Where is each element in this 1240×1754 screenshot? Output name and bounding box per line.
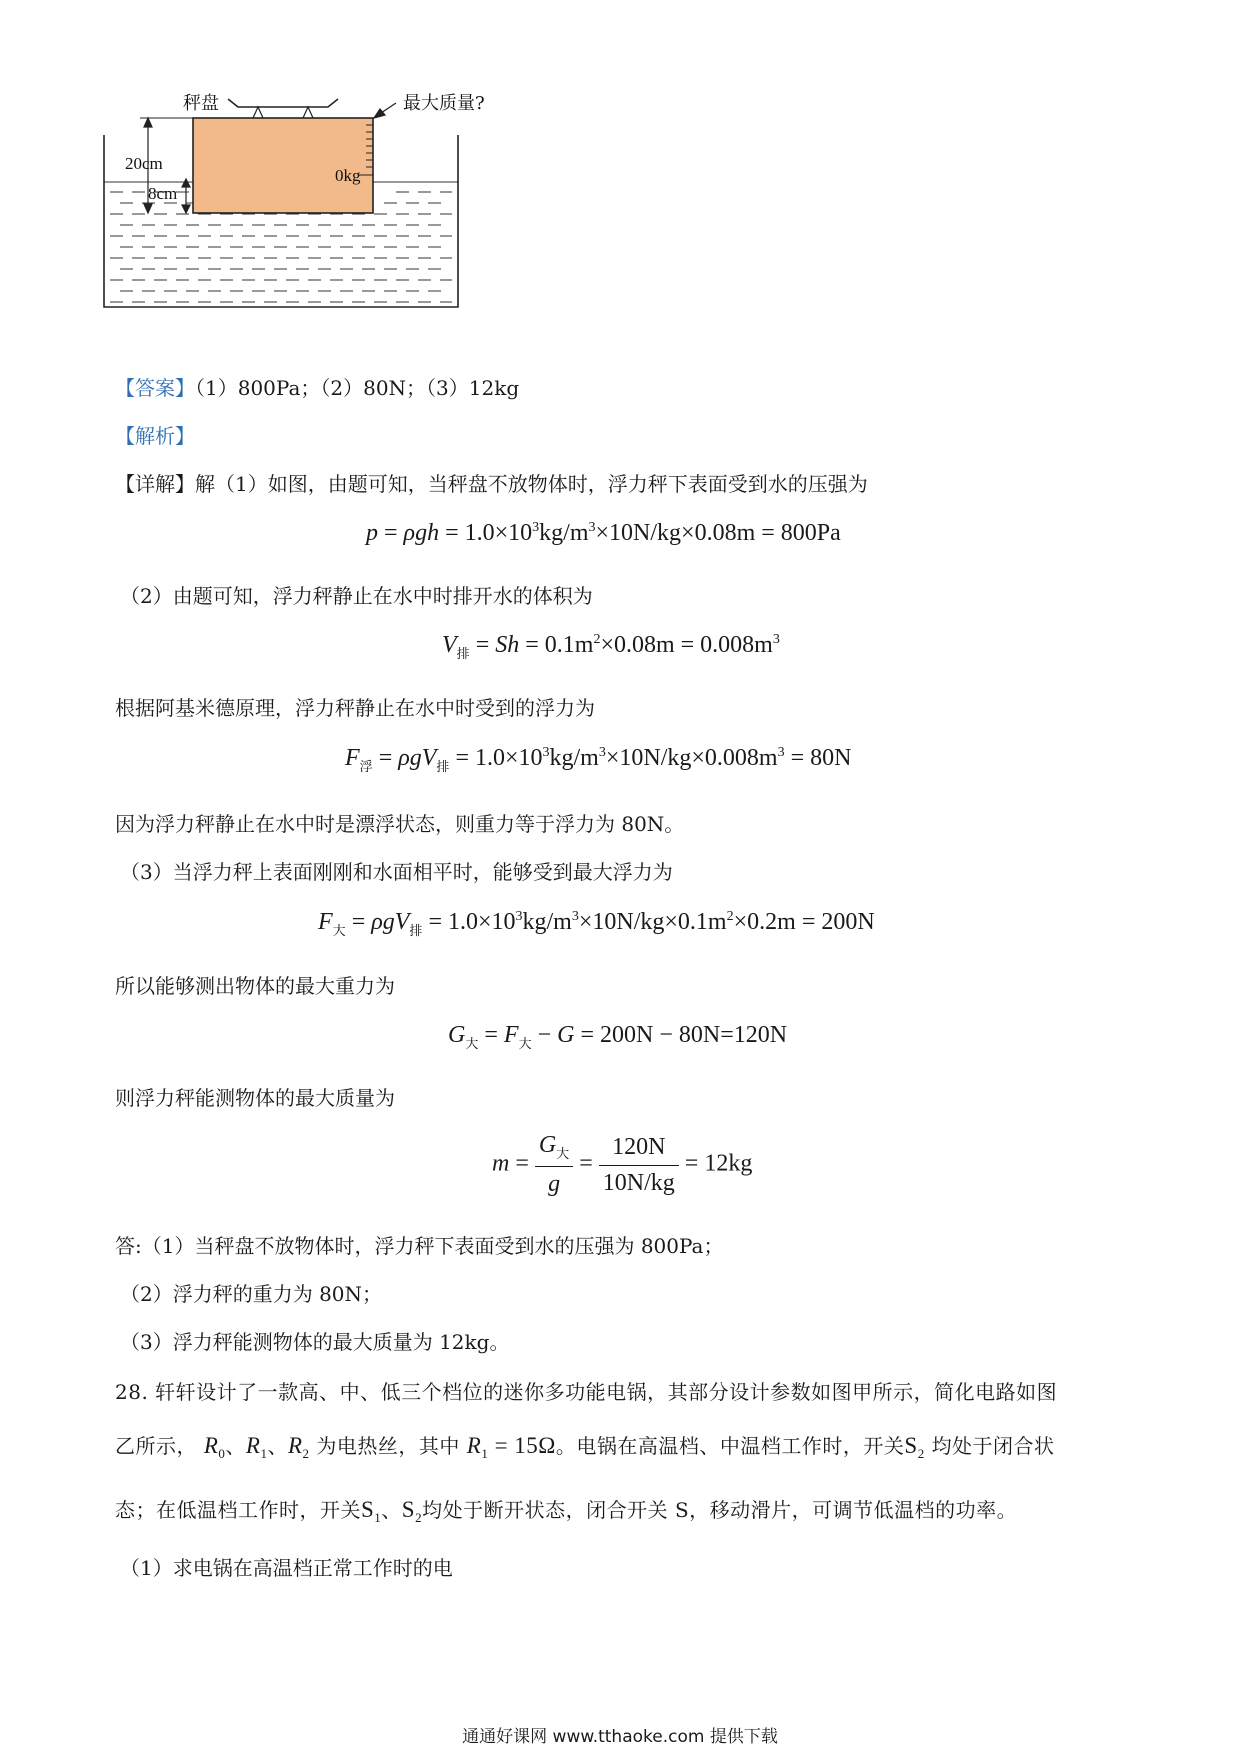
- symbol-s1: $S_1$: [361, 1497, 382, 1525]
- depth-label: 8cm: [148, 184, 178, 203]
- q28-line2-text-c: 。电锅在高温档、中温档工作时，开关: [555, 1434, 905, 1458]
- q28-line-1: 28. 轩轩设计了一款高、中、低三个档位的迷你多功能电锅，其部分设计参数如图甲所示，简化电路如图: [115, 1380, 1058, 1404]
- conclusion-line-2: （2）浮力秤的重力为 80N；: [120, 1282, 383, 1306]
- q28-line3-text-b: 均处于断开状态，闭合开关 S，移动滑片，可调节低温档的功率。: [422, 1498, 1018, 1522]
- q28-line3-text-a: 态；在低温档工作时，开关: [115, 1498, 361, 1522]
- equation-2: $V_排 = Sh = 0.1m^2\times 0.08m = 0.008m^3$: [442, 632, 780, 661]
- scale-pan: [228, 99, 338, 118]
- detail-line-7: 则浮力秤能测物体的最大质量为: [115, 1086, 395, 1110]
- analysis-tag: 【解析】: [115, 424, 195, 448]
- symbol-s2b: $S_2$: [401, 1497, 423, 1525]
- conclusion-line-1: 答:（1）当秤盘不放物体时，浮力秤下表面受到水的压强为 800Pa；: [115, 1234, 724, 1258]
- fraction-g: $\frac{G_大}{g}$: [535, 1132, 573, 1198]
- q28-line-4: （1）求电锅在高温档正常工作时的电: [120, 1556, 453, 1580]
- detail-line-4: 因为浮力秤静止在水中时是漂浮状态，则重力等于浮力为 80N。: [115, 812, 685, 836]
- equation-6: m = $\frac{G_大}{g}$ = $\frac{120N}{10N/kg}$ = 12kg: [492, 1132, 753, 1197]
- footer-source: 通通好课网 www.tthaoke.com 提供下载: [462, 1727, 778, 1747]
- detail-line-3: 根据阿基米德原理，浮力秤静止在水中时受到的浮力为: [115, 696, 595, 720]
- detail-line-2: （2）由题可知，浮力秤静止在水中时排开水的体积为: [120, 584, 593, 608]
- zero-label: 0kg: [335, 166, 361, 185]
- conclusion-line-3: （3）浮力秤能测物体的最大质量为 12kg。: [120, 1330, 510, 1354]
- equation-5: $G_大 = F_大 - G = 200N - 80N=120N$: [448, 1022, 788, 1051]
- height-label: 20cm: [125, 154, 163, 173]
- max-mass-pointer: [374, 103, 396, 118]
- max-mass-label: 最大质量?: [403, 93, 485, 114]
- symbol-s2: $S_2$: [904, 1433, 925, 1461]
- pan-label: 秤盘: [183, 93, 219, 114]
- answer-tag: 【答案】: [115, 376, 195, 400]
- equation-3: $F_浮 = \rho gV_排 = 1.0\times 10^3kg/m^3\times 10N/kg\times 0.008m^3 = 80N$: [345, 745, 852, 774]
- symbol-r1: $R_1$: [245, 1433, 268, 1461]
- symbol-r2: $R_2$: [287, 1433, 310, 1461]
- q28-line-3: 态；在低温档工作时，开关$S_1$、$S_2$均处于断开状态，闭合开关 S，移动滑片，可调节低温档的功率。: [115, 1497, 1018, 1525]
- equation-1: $p = \rho gh = 1.0\times 10^3kg/m^3\times 10N/kg\times 0.08m = 800Pa$: [366, 520, 841, 546]
- answer-text: （1）800Pa；（2）80N；（3）12kg: [195, 376, 520, 400]
- answer-line: [115, 372, 519, 401]
- q28-line2-text-b: 为电热丝，其中: [316, 1434, 460, 1458]
- equation-4: $F_大 = \rho gV_排 = 1.0\times 10^3kg/m^3\times 10N/kg\times 0.1m^2\times 0.2m = 200N$: [318, 909, 875, 938]
- detail-line-5: （3）当浮力秤上表面刚刚和水面相平时，能够受到最大浮力为: [120, 860, 673, 884]
- equation-r1: $R_1$: [466, 1433, 489, 1461]
- q28-line2-text-a: 乙所示，: [115, 1434, 197, 1458]
- symbol-r0: $R_0$: [203, 1433, 226, 1461]
- depth-arrow: [182, 179, 190, 213]
- fraction-n: $\frac{120N}{10N/kg}$: [599, 1134, 679, 1197]
- buoyancy-scale-figure: [100, 85, 580, 350]
- q28-line2-text-d: 均处于闭合状: [931, 1434, 1055, 1458]
- q28-line-2: 乙所示， $R_0$、$R_1$、$R_2$ 为电热丝，其中 $R_1 = 15\Omega$。电锅在高温档、中温档工作时，开关$S_2$ 均处于闭合状: [115, 1433, 1055, 1461]
- detail-line-6: 所以能够测出物体的最大重力为: [115, 974, 395, 998]
- detail-line-1: 【详解】解（1）如图，由题可知，当秤盘不放物体时，浮力秤下表面受到水的压强为: [115, 472, 868, 496]
